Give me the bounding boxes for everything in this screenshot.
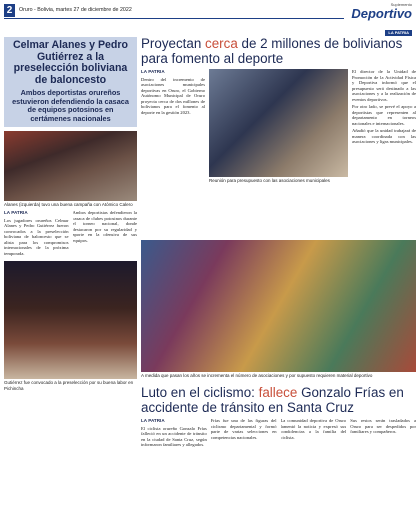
story-cycling-col3 bbox=[281, 418, 347, 450]
story-funding-text2: El director de la Unidad de Promoción de la Actividad Física y Deportiva informó que el presupuesto será destinado a las asociaciones y a la realización de eventos deportivos. bbox=[352, 69, 416, 102]
story-cycling-headline-hl: fallece bbox=[258, 385, 298, 400]
story-funding-col1 bbox=[141, 69, 205, 183]
brand-sup: Suplemento bbox=[390, 2, 412, 7]
story-cycling-headline-pre: Luto en el ciclismo: bbox=[141, 385, 255, 400]
story-basketball-text1: Los jugadores orureños Celmar Alanes y Pedro Gutiérrez fueron convocados a la preselección boliviana de baloncesto que se alista para los compromisos internacionales de la próxima temporada. bbox=[4, 217, 69, 256]
story-cycling-text1: El ciclista orureño Gonzalo Frías falleció en un accidente de tránsito en la ciudad de Santa Cruz, según informaron familiares y allegados. bbox=[141, 425, 207, 448]
dateline: Oruro - Bolivia, martes 27 de diciembre de 2022 bbox=[19, 7, 132, 13]
story-funding-headline-post: de 2 millones de bolivianos para fomento al deporte bbox=[141, 36, 403, 66]
header-rule bbox=[4, 18, 344, 19]
story-basketball bbox=[4, 37, 137, 391]
story-basketball-headline: Celmar Alanes y Pedro Gutiérrez a la preselección boliviana de baloncesto bbox=[12, 39, 128, 86]
story-basketball-lead: Ambos deportistas orureños estuvieron defendiendo la casaca de equipos potosinos en certámenes nacionales bbox=[12, 88, 129, 123]
story-cycling-text4: Sus restos serán trasladados a Oruro para ser despedidos por familiares y compañeros. bbox=[350, 418, 416, 435]
story-funding-text4: Añadió que la unidad trabajará de manera coordinada con las asociaciones y ligas municipales. bbox=[352, 128, 416, 145]
photo-meeting bbox=[209, 69, 348, 177]
page-number: 2 bbox=[4, 4, 15, 17]
story-basketball-text2: Ambos deportistas defendieron la casaca de clubes potosinos durante el torneo nacional, donde destacaron por su regularidad y aporte en la ofensiva de sus equipos. bbox=[72, 210, 137, 243]
story-funding-headline bbox=[141, 37, 416, 66]
story-basketball-col2 bbox=[73, 210, 138, 258]
story-funding bbox=[141, 37, 416, 184]
photo-alanes bbox=[4, 131, 137, 201]
story-funding-headline-pre: Proyectan bbox=[141, 36, 202, 51]
story-cycling-col4 bbox=[350, 418, 416, 450]
photo-associations-caption: A medida que pasan los años se incrementa el número de asociaciones y por supuesto requieren material deportivo bbox=[141, 373, 373, 378]
story-cycling-text2: Frías fue una de las figuras del ciclismo departamental y formó parte de varias selecciones en competencias nacionales. bbox=[210, 418, 277, 440]
story-cycling-text3: La comunidad deportiva de Oruro lamentó la noticia y expresó sus condolencias a la familia del ciclista. bbox=[280, 418, 347, 440]
story-funding-text3: Por otro lado, se prevé el apoyo a deportistas que representen al departamento en torneos nacionales e internacionales. bbox=[352, 104, 416, 126]
brand-sub: LA PATRIA bbox=[385, 30, 412, 36]
story-basketball-headbox bbox=[4, 37, 137, 127]
photo-gutierrez-caption: Gutiérrez fue convocado a la preselección por su buena labor en Pichincha bbox=[4, 380, 134, 391]
photo-meeting-caption: Reunión para presupuesto con las asociaciones municipales bbox=[209, 178, 330, 184]
story-funding-headline-hl: cerca bbox=[205, 36, 238, 51]
story-cycling bbox=[141, 386, 416, 450]
story-basketball-col1 bbox=[4, 210, 69, 258]
story-cycling-kicker: LA PATRIA bbox=[141, 418, 165, 424]
story-cycling-headline bbox=[141, 386, 416, 415]
photo-gutierrez bbox=[4, 261, 137, 379]
photo-alanes-caption: Alanes (izquierda) tuvo una buena campaña con Atómico Calero bbox=[4, 202, 133, 207]
story-funding-col2 bbox=[352, 69, 416, 183]
story-cycling-col2 bbox=[211, 418, 277, 450]
brand-name: Deportivo bbox=[351, 6, 412, 21]
story-funding-text1: Dentro del incremento de asociaciones municipales deportivas en Oruro, el Gobierno Autónomo Municipal de Oruro proyecta cerca de dos millones de bolivianos para el fomento al deporte en la gestión 2023. bbox=[141, 76, 205, 115]
page-header bbox=[0, 0, 420, 36]
story-funding-kicker: LA PATRIA bbox=[141, 69, 165, 75]
photo-associations bbox=[141, 240, 416, 372]
brand-logo bbox=[348, 2, 412, 35]
story-basketball-kicker: LA PATRIA bbox=[4, 210, 28, 216]
story-cycling-headline-post: Gonzalo Frías en accidente de tránsito en Santa Cruz bbox=[141, 385, 404, 415]
story-cycling-col1 bbox=[141, 418, 207, 450]
